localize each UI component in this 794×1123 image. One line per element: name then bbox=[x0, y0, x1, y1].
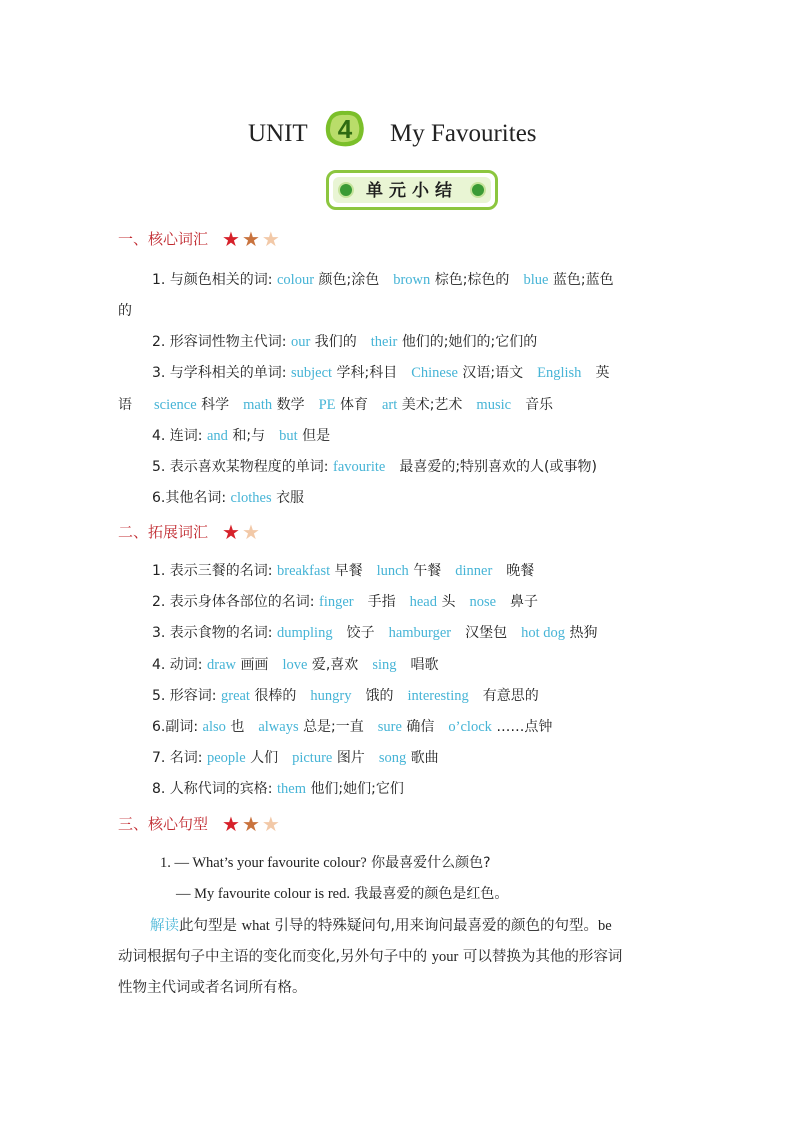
section-title: 三、核心句型 bbox=[118, 815, 209, 833]
vocab-line: 2. 形容词性物主代词: our 我们的 their 他们的;她们的;它们的 bbox=[152, 334, 538, 350]
vocab-line: 5. 形容词: great 很棒的 hungry 饿的 interesting 有意思的 bbox=[152, 688, 539, 704]
star-half-icon: ★ bbox=[241, 519, 260, 544]
star-half-icon: ★ bbox=[261, 226, 280, 251]
vocab-line: 7. 名词: people 人们 picture 图片 song 歌曲 bbox=[152, 750, 439, 766]
star-icon: ★ bbox=[241, 226, 260, 251]
pattern-explanation: 解读此句型是 what 引导的特殊疑问句,用来询问最喜爱的颜色的句型。be 动词根据句子中主语的变化而变化,另外句子中的 your 可以替换为其他的形容词 性物主代词或者名词所有格。 bbox=[118, 918, 623, 996]
rating-stars bbox=[222, 519, 260, 544]
vocab-line: 5. 表示喜欢某物程度的单词: favourite 最喜爱的;特别喜欢的人(或事物) bbox=[152, 459, 597, 475]
section-core-vocab bbox=[118, 228, 280, 249]
star-icon: ★ bbox=[222, 226, 240, 251]
section-title: 二、拓展词汇 bbox=[118, 523, 209, 541]
star-icon: ★ bbox=[222, 811, 240, 836]
section-patterns bbox=[118, 813, 280, 834]
vocab-line: 1. 与颜色相关的词: colour 颜色;涂色 brown 棕色;棕色的 blue 蓝色;蓝色 bbox=[152, 272, 614, 288]
unit-name: My Favourites bbox=[390, 120, 537, 147]
unit-title bbox=[0, 108, 794, 158]
vocab-line: 3. 表示食物的名词: dumpling 饺子 hamburger 汉堡包 hot dog 热狗 bbox=[152, 625, 598, 641]
vocab-line: 2. 表示身体各部位的名词: finger 手指 head 头 nose 鼻子 bbox=[152, 594, 539, 610]
vocab-line-cont: 的 bbox=[118, 303, 132, 319]
explanation-label: 解读 bbox=[150, 918, 179, 934]
unit-label: UNIT bbox=[248, 120, 308, 147]
rating-stars bbox=[222, 811, 280, 836]
vocab-line: 6.其他名词: clothes 衣服 bbox=[152, 490, 305, 506]
star-icon: ★ bbox=[241, 811, 260, 836]
vocab-line: 1. 表示三餐的名词: breakfast 早餐 lunch 午餐 dinner 晚餐 bbox=[152, 563, 535, 579]
summary-banner bbox=[326, 170, 498, 210]
unit-number: 4 bbox=[337, 114, 353, 144]
rating-stars bbox=[222, 226, 280, 251]
vocab-line: 4. 连词: and 和;与 but 但是 bbox=[152, 428, 331, 444]
star-half-icon: ★ bbox=[261, 811, 280, 836]
pattern-answer: — My favourite colour is red. 我最喜爱的颜色是红色。 bbox=[176, 886, 509, 902]
section-ext-vocab bbox=[118, 521, 260, 542]
vocab-line: 3. 与学科相关的单词: subject 学科;科目 Chinese 汉语;语文 English 英 bbox=[152, 365, 610, 381]
summary-label: 单元小结 bbox=[366, 181, 458, 201]
vocab-line: 6.副词: also 也 always 总是;一直 sure 确信 o’clock ……点钟 bbox=[152, 719, 553, 735]
section-title: 一、核心词汇 bbox=[118, 230, 209, 248]
vocab-line: 8. 人称代词的宾格: them 他们;她们;它们 bbox=[152, 781, 404, 797]
bullet-right-icon bbox=[470, 182, 486, 198]
vocab-line: 4. 动词: draw 画画 love 爱,喜欢 sing 唱歌 bbox=[152, 657, 439, 673]
unit-number-badge bbox=[323, 108, 367, 148]
star-icon: ★ bbox=[222, 519, 240, 544]
vocab-line-cont: 语 science 科学 math 数学 PE 体育 art 美术;艺术 music 音乐 bbox=[118, 397, 554, 413]
pattern-question: 1. — What’s your favourite colour? 你最喜爱什么颜色? bbox=[160, 855, 491, 871]
